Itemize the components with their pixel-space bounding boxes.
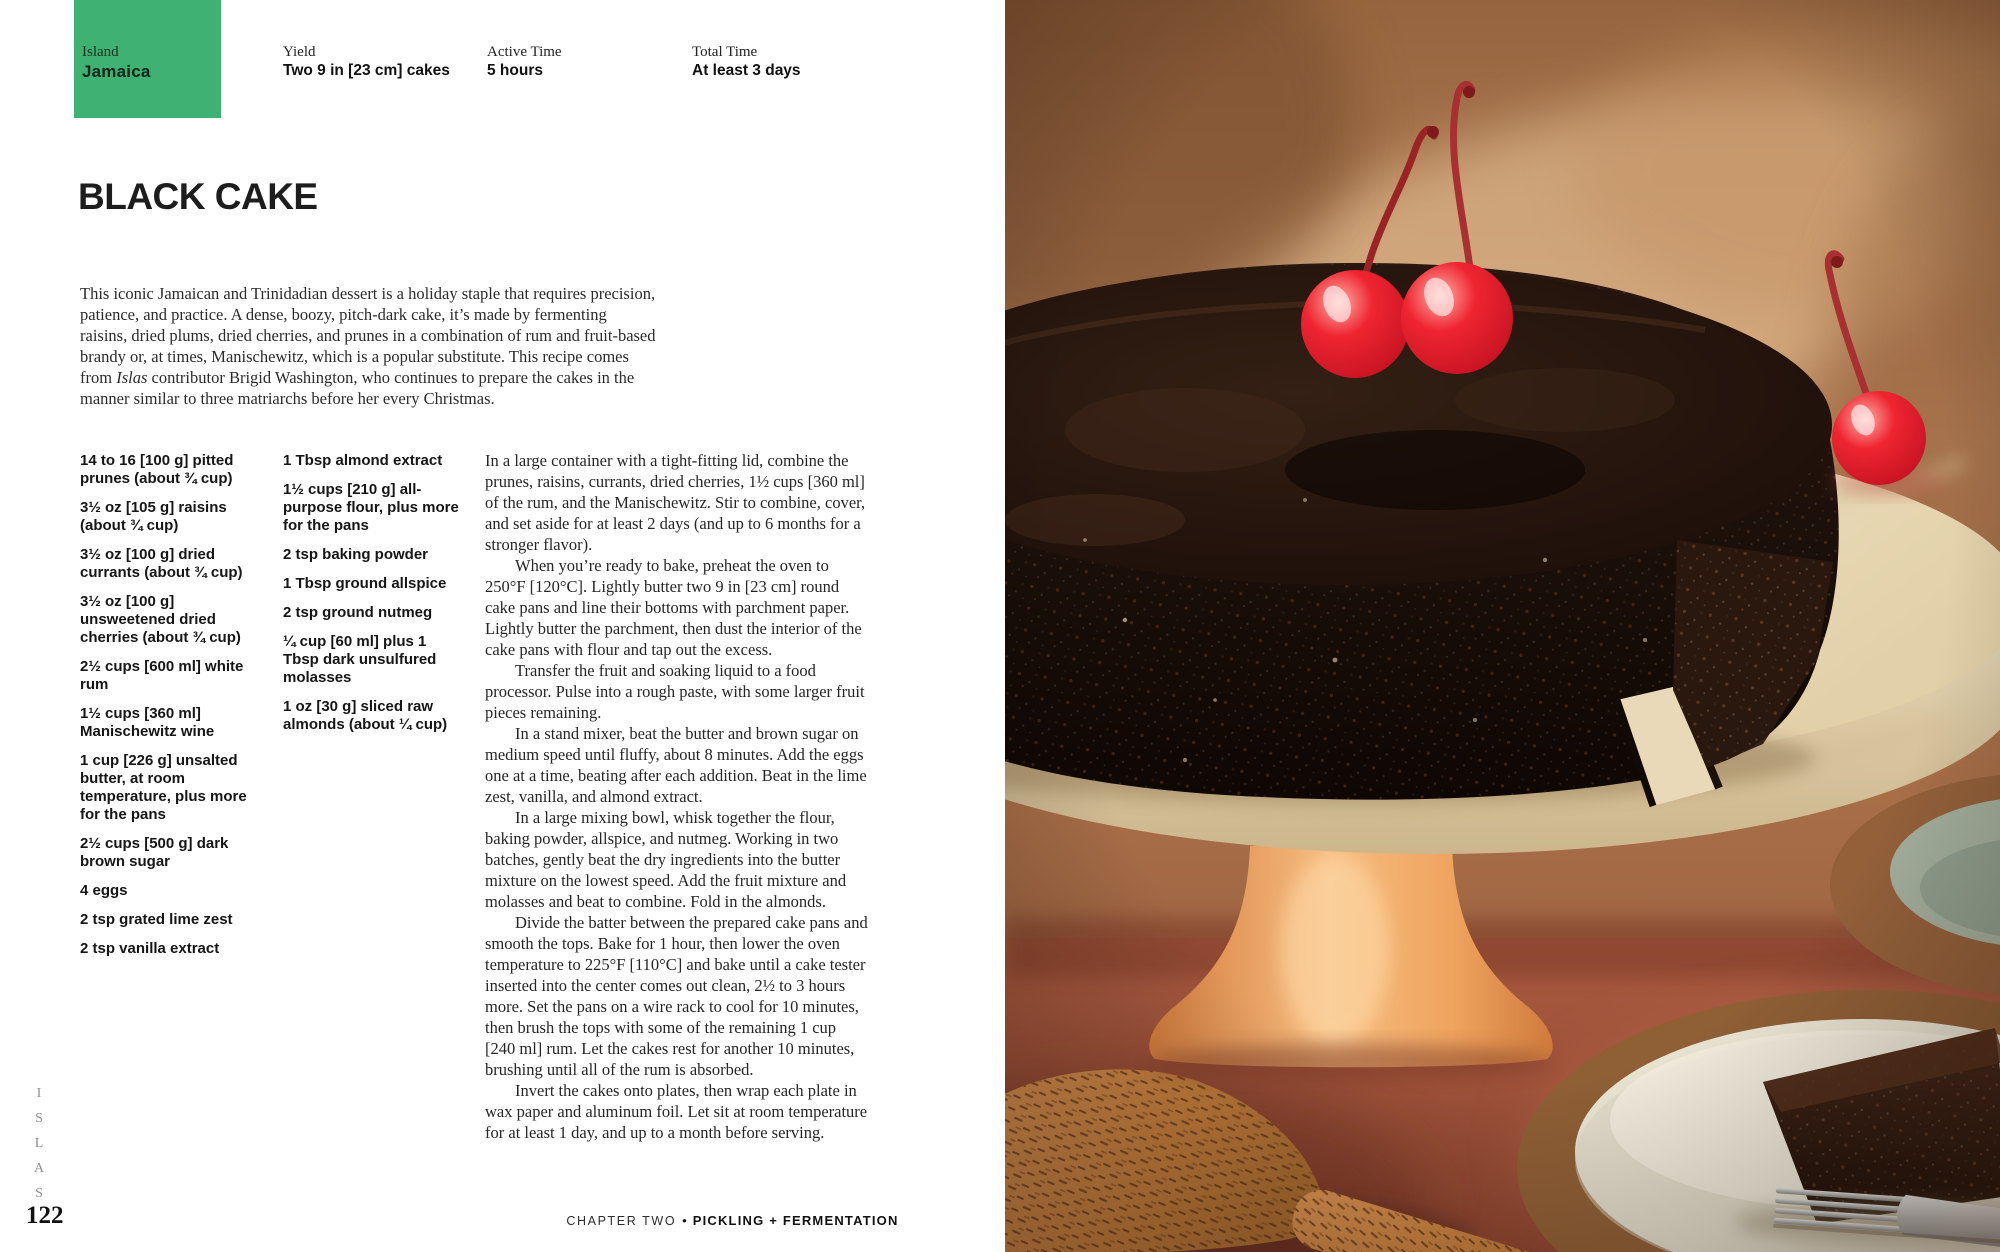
- recipe-intro: [80, 283, 658, 409]
- ingredient-item: 1½ cups [210 g] all-purpose flour, plus more for the pans: [283, 481, 459, 534]
- ingredient-item: 1 oz [30 g] sliced raw almonds (about ¼ cup): [283, 698, 448, 733]
- footer-bullet: •: [682, 1213, 687, 1228]
- island-value: Jamaica: [82, 62, 151, 81]
- method-paragraph: Divide the batter between the prepared cake pans and smooth the tops. Bake for 1 hour, then lower the oven temperature to 225°F [110°C] and bake until a cake tester inserted into the center comes out clean, 2½ to 3 hours more. Set the pans on a wire rack to cool for 10 minutes, then brush the tops with some of the remaining 1 cup [240 ml] rum. Let the cakes rest for another 10 minutes, brushing until all of the rum is absorbed.: [485, 913, 868, 1079]
- ingredient-item: 2 tsp baking powder: [283, 546, 429, 563]
- meta-yield-label: Yield: [283, 44, 316, 60]
- black-cake-photo-art: [1005, 0, 2000, 1252]
- ingredient-item: 1 cup [226 g] unsalted butter, at room temperature, plus more for the pans: [80, 752, 247, 823]
- method-paragraph: Invert the cakes onto plates, then wrap each plate in wax paper and aluminum foil. Let sit at room temperature for at least 1 day, and up to a month before serving.: [485, 1081, 868, 1142]
- method-paragraph: When you’re ready to bake, preheat the oven to 250°F [120°C]. Lightly butter two 9 in [23 cm] round cake pans and line their bottoms with parchment paper. Lightly butter the parchment, then dust the interior of the cake pans with flour and tap out the excess.: [485, 556, 862, 659]
- meta-active-time-value: 5 hours: [487, 62, 543, 79]
- spine-letter: S: [35, 1111, 43, 1126]
- intro-islas-italic: Islas: [116, 367, 148, 387]
- spine-letter: A: [33, 1161, 45, 1176]
- ingredient-item: 1 Tbsp ground allspice: [283, 575, 447, 592]
- ingredient-item: 4 eggs: [80, 882, 128, 899]
- book-spine-title: [30, 1086, 48, 1202]
- island-label: Island: [82, 44, 119, 60]
- method-paragraph: In a stand mixer, beat the butter and brown sugar on medium speed until fluffy, about 8 minutes. Add the eggs one at a time, beating after each addition. Beat in the lime zest, vanilla, and almond extract.: [485, 724, 867, 806]
- ingredients-column-2: [283, 452, 461, 745]
- ingredient-item: 2½ cups [600 ml] white rum: [80, 658, 244, 693]
- method-column: [485, 450, 870, 1143]
- ingredient-item: 2 tsp vanilla extract: [80, 940, 220, 957]
- page-title: BLACK CAKE: [78, 176, 318, 217]
- ingredient-item: 2 tsp grated lime zest: [80, 911, 233, 928]
- intro-text-after: contributor Brigid Washington, who continues to prepare the cakes in the manner similar to three matriarchs before her every Christmas.: [80, 367, 635, 408]
- photo-vignette: [1005, 0, 2000, 1252]
- method-paragraph: Transfer the fruit and soaking liquid to a food processor. Pulse into a rough paste, with some larger fruit pieces remaining.: [485, 661, 865, 722]
- page-number: 122: [26, 1202, 64, 1229]
- chapter-footer: [560, 1212, 905, 1230]
- ingredient-item: 2½ cups [500 g] dark brown sugar: [80, 835, 229, 870]
- meta-total-time-value: At least 3 days: [692, 62, 801, 79]
- meta-active-time-label: Active Time: [487, 44, 562, 60]
- spine-letter: S: [35, 1186, 43, 1201]
- ingredient-item: 1 Tbsp almond extract: [283, 452, 443, 469]
- method-paragraph: In a large mixing bowl, whisk together the flour, baking powder, allspice, and nutmeg. Working in two batches, gently beat the dry ingredients into the butter mixture on the lowest speed. Add the fruit mixture and molasses and beat to combine. Fold in the almonds.: [485, 808, 847, 911]
- ingredients-column-1: [80, 452, 248, 969]
- meta-yield-value: Two 9 in [23 cm] cakes: [283, 62, 450, 79]
- island-badge: [74, 0, 221, 118]
- spine-letter: I: [36, 1086, 42, 1101]
- ingredient-item: 1½ cups [360 ml] Manischewitz wine: [80, 705, 215, 740]
- ingredient-item: 14 to 16 [100 g] pitted prunes (about ¾ cup): [80, 452, 234, 487]
- ingredient-item: 3½ oz [100 g] dried currants (about ¾ cup): [80, 546, 243, 581]
- ingredient-item: 2 tsp ground nutmeg: [283, 604, 433, 621]
- intro-text: This iconic Jamaican and Trinidadian dessert is a holiday staple that requires precision, patience, and practice. A dense, boozy, pitch-dark cake, it’s made by fermenting raisins, dried plums, dried cherries, and prunes in a combination of rum and fruit-based brandy or, at times, Manischewitz, which is a popular substitute. This recipe comes from: [80, 283, 656, 387]
- recipe-photo: [1005, 0, 2000, 1252]
- chapter-label: CHAPTER TWO: [566, 1214, 677, 1228]
- ingredient-item: ¼ cup [60 ml] plus 1 Tbsp dark unsulfured molasses: [283, 633, 437, 686]
- spine-letter: L: [34, 1136, 44, 1151]
- ingredient-item: 3½ oz [100 g] unsweetened dried cherries (about ¾ cup): [80, 593, 241, 646]
- method-paragraph: In a large container with a tight-fitting lid, combine the prunes, raisins, currants, dried cherries, 1½ cups [360 ml] of the rum, and the Manischewitz. Stir to combine, cover, and set aside for at least 2 days (and up to 6 months for a stronger flavor).: [485, 451, 866, 554]
- ingredient-item: 3½ oz [105 g] raisins (about ¾ cup): [80, 499, 227, 534]
- section-label: PICKLING + FERMENTATION: [692, 1213, 899, 1228]
- meta-total-time-label: Total Time: [692, 44, 758, 60]
